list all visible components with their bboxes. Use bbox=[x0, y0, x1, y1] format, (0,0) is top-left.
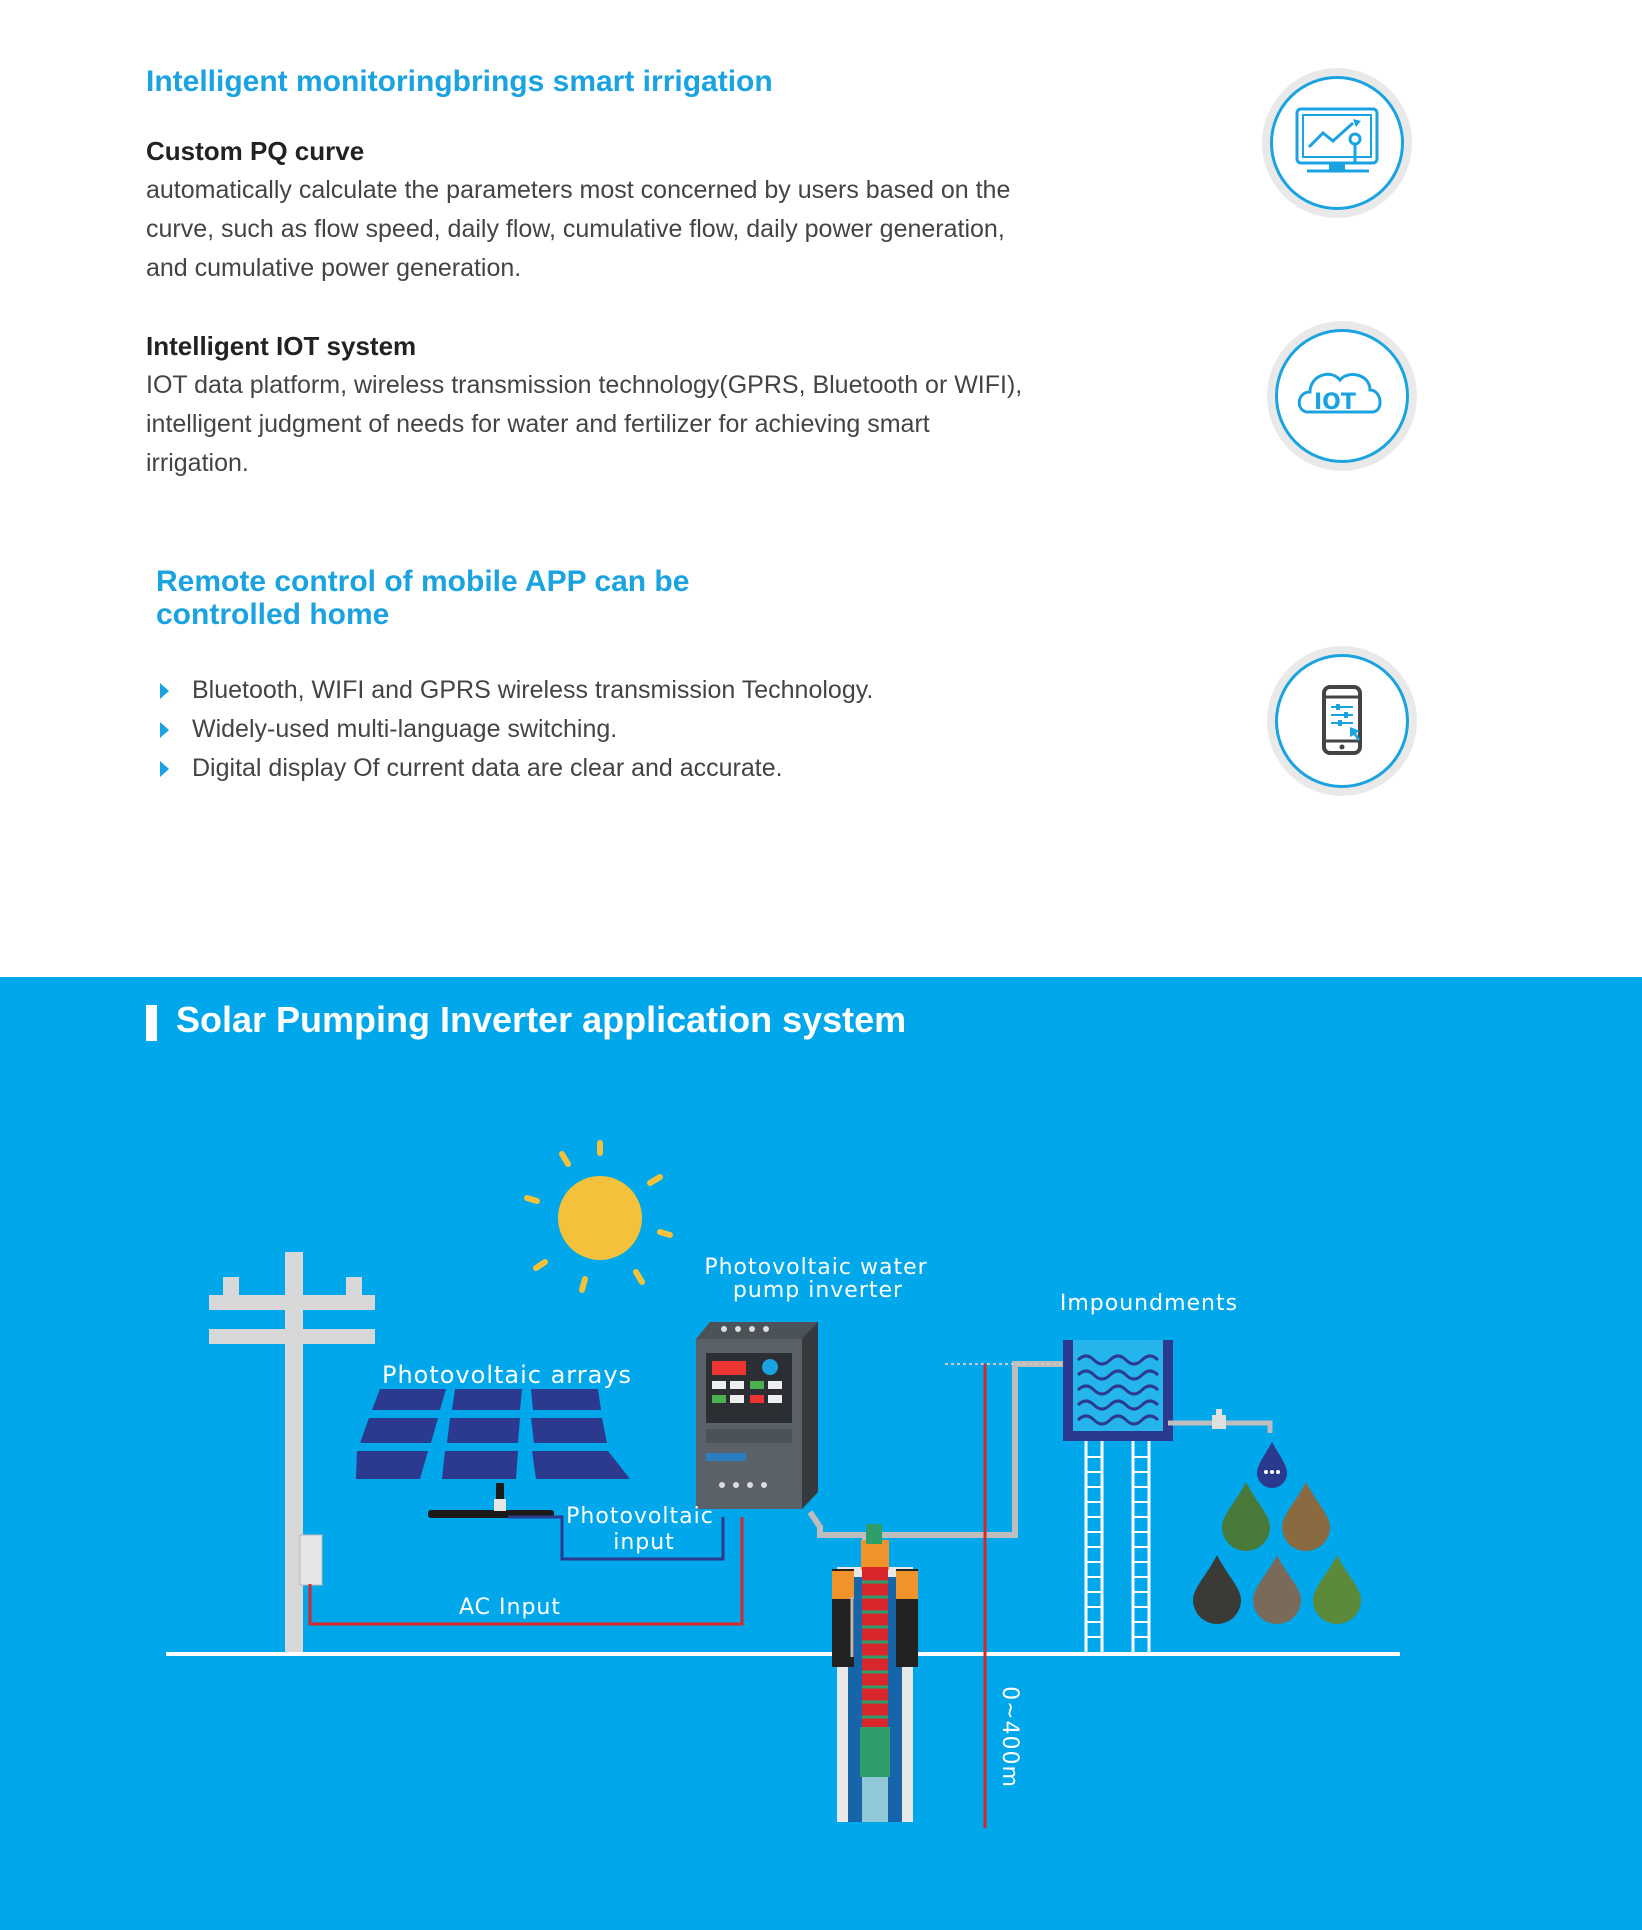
list-item bbox=[146, 671, 1046, 710]
inverter-label-line1: Photovoltaic water bbox=[704, 1255, 928, 1280]
photovoltaic-array-icon bbox=[356, 1389, 630, 1518]
heading-line: Remote control of mobile APP can be bbox=[156, 565, 690, 598]
pump-pipe bbox=[810, 1512, 865, 1547]
ac-input-label: AC Input bbox=[459, 1595, 561, 1620]
borehole-pump-icon bbox=[832, 1524, 918, 1822]
feature-title: Custom PQ curve bbox=[146, 136, 365, 166]
section-heading-remote bbox=[156, 565, 689, 631]
desc-line: IOT data platform, wireless transmission technology(GPRS, Bluetooth or WIFI), bbox=[146, 371, 1023, 399]
impoundments-label: Impoundments bbox=[1059, 1291, 1239, 1316]
inverter-label-line2: pump inverter bbox=[732, 1278, 904, 1303]
pv-input-label-line2: input bbox=[613, 1530, 675, 1555]
arrays-label: Photovoltaic arrays bbox=[381, 1361, 633, 1389]
iot-cloud-icon bbox=[1267, 321, 1417, 471]
desc-line: curve, such as flow speed, daily flow, cumulative flow, daily power generation, bbox=[146, 215, 1005, 243]
iot-icon-text: IOT bbox=[1314, 390, 1356, 415]
application-drops-icon bbox=[1193, 1482, 1361, 1624]
desc-line: and cumulative power generation. bbox=[146, 254, 522, 282]
monitor-chart-icon bbox=[1262, 68, 1412, 218]
depth-label: 0~400m bbox=[997, 1686, 1022, 1788]
list-item bbox=[146, 710, 1046, 749]
bullet-text: Widely-used multi-language switching. bbox=[192, 715, 618, 743]
bullet-arrow-icon bbox=[160, 761, 169, 777]
feature-bullet-list bbox=[146, 671, 1046, 788]
system-diagram bbox=[0, 977, 1642, 1930]
feature-description bbox=[146, 171, 1066, 288]
mobile-phone-icon bbox=[1267, 646, 1417, 796]
desc-line: automatically calculate the parameters most concerned by users based on the bbox=[146, 176, 1011, 204]
feature-title: Intelligent IOT system bbox=[146, 331, 417, 361]
list-item bbox=[146, 749, 1046, 788]
feature-iot-system bbox=[146, 331, 1066, 483]
utility-pole-icon bbox=[209, 1252, 375, 1652]
heading-line: controlled home bbox=[156, 598, 390, 631]
pump-inverter-icon bbox=[696, 1322, 818, 1509]
system-title: Solar Pumping Inverter application system bbox=[176, 999, 907, 1040]
bullet-text: Digital display Of current data are clear and accurate. bbox=[192, 754, 783, 782]
bullet-text: Bluetooth, WIFI and GPRS wireless transmission Technology. bbox=[192, 676, 874, 704]
section-heading-monitoring: Intelligent monitoringbrings smart irrigation bbox=[146, 65, 773, 98]
bullet-arrow-icon bbox=[160, 683, 169, 699]
water-pipe bbox=[870, 1364, 1070, 1535]
feature-custom-pq bbox=[146, 136, 1066, 288]
pv-input-label-line1: Photovoltaic bbox=[566, 1504, 714, 1529]
sun-icon bbox=[527, 1143, 670, 1290]
water-drop-icon bbox=[1257, 1442, 1287, 1488]
feature-description bbox=[146, 366, 1066, 483]
bullet-arrow-icon bbox=[160, 722, 169, 738]
application-system-panel bbox=[0, 977, 1642, 1930]
desc-line: irrigation. bbox=[146, 449, 249, 477]
desc-line: intelligent judgment of needs for water and fertilizer for achieving smart bbox=[146, 410, 930, 438]
